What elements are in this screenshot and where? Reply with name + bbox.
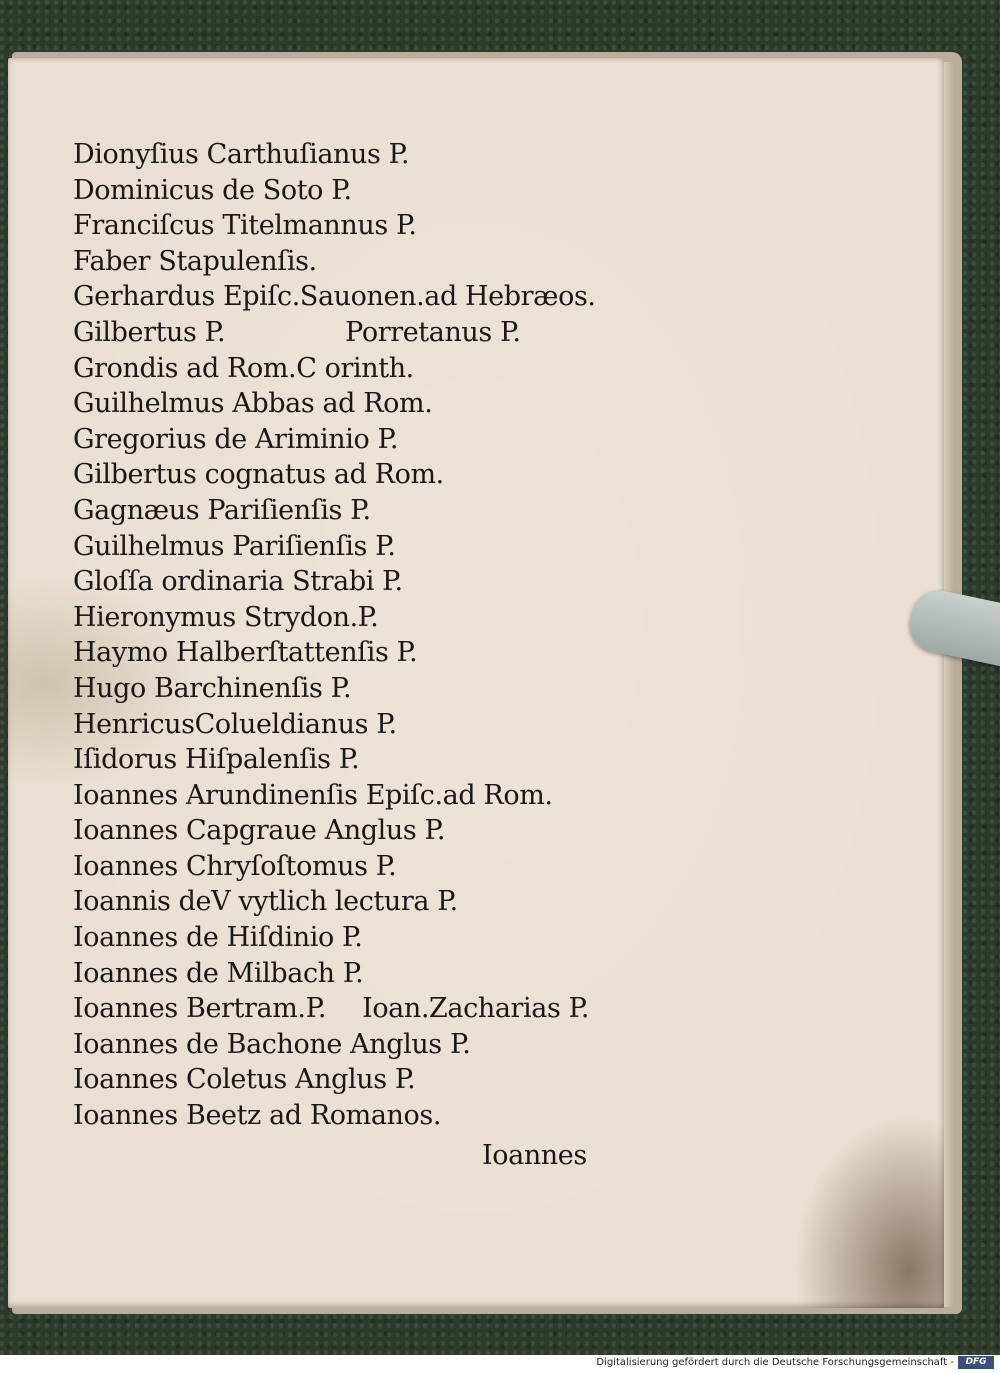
list-item [73,956,773,992]
list-item [73,315,773,351]
entry-second-text: Porretanus P. [345,316,521,348]
list-item [73,386,773,422]
list-item [73,1062,773,1098]
entry-text: Ioannes Chryſoſtomus P. [73,850,397,882]
entry-text: Gregorius de Ariminio P. [73,423,399,455]
list-item [73,529,773,565]
list-item [73,351,773,387]
list-item [73,813,773,849]
entry-text: Gagnæus Pariſienſis P. [73,494,371,526]
list-item [73,422,773,458]
list-item [73,493,773,529]
list-item [73,884,773,920]
entry-text: HenricusColueldianus P. [73,708,397,740]
entry-text: Ioannes Capgraue Anglus P. [73,815,446,847]
list-item [73,137,773,173]
list-item [73,635,773,671]
entry-text: Ioannes Arundinenſis Epiſc.ad Rom. [73,779,553,811]
entry-text: Guilhelmus Abbas ad Rom. [73,388,433,420]
author-list [73,137,773,1134]
list-item [73,742,773,778]
list-item [73,920,773,956]
page-edge [944,62,954,1307]
entry-text: Dionyſius Carthuſianus P. [73,139,410,170]
list-item [73,849,773,885]
list-item [73,1098,773,1134]
entry-text: Guilhelmus Pariſienſis P. [73,530,396,562]
entry-text: Franciſcus Titelmannus P. [73,210,417,242]
list-item [73,279,773,315]
entry-text: Ioannes Beetz ad Romanos. [73,1100,442,1132]
entry-text: Ioannes Coletus Anglus P. [73,1064,416,1096]
list-item [73,457,773,493]
entry-text: Ioannes de Milbach P. [73,957,364,989]
entry-text: Grondis ad Rom.C orinth. [73,352,414,384]
list-item [73,564,773,600]
entry-text: Ioannis deV vytlich lectura P. [73,886,458,918]
entry-text: Ioannes Bertram.P. [73,993,327,1025]
list-item [73,778,773,814]
entry-text: Ioannes de Bachone Anglus P. [73,1028,471,1060]
footer-credit: Digitalisierung gefördert durch die Deutsche Forschungsgemeinschaft - [596,1357,954,1368]
entry-text: Ioannes de Hiſdinio P. [73,922,363,954]
entry-text: Iſidorus Hiſpalenſis P. [73,744,360,776]
entry-text: Haymo Halberſtattenſis P. [73,637,418,669]
list-item [73,173,773,209]
entry-text: Gilbertus cognatus ad Rom. [73,459,444,491]
entry-text: Faber Stapulenſis. [73,245,317,277]
entry-text: Gloſſa ordinaria Strabi P. [73,566,403,598]
dfg-logo: DFG [958,1356,994,1369]
entry-second-text: Ioan.Zacharias P. [362,993,590,1025]
list-item [73,208,773,244]
list-item [73,707,773,743]
list-item [73,671,773,707]
entry-text: Hieronymus Strydon.P. [73,601,379,633]
entry-text: Hugo Barchinenſis P. [73,672,352,704]
entry-text: Dominicus de Soto P. [73,174,352,206]
list-item [73,600,773,636]
list-item [73,1027,773,1063]
entry-text: Gerhardus Epiſc.Sauonen.ad Hebræos. [73,281,596,313]
list-item [73,991,773,1027]
list-item [73,244,773,280]
entry-text: Gilbertus P. [73,316,226,348]
catchword: Ioannes [482,1140,587,1171]
